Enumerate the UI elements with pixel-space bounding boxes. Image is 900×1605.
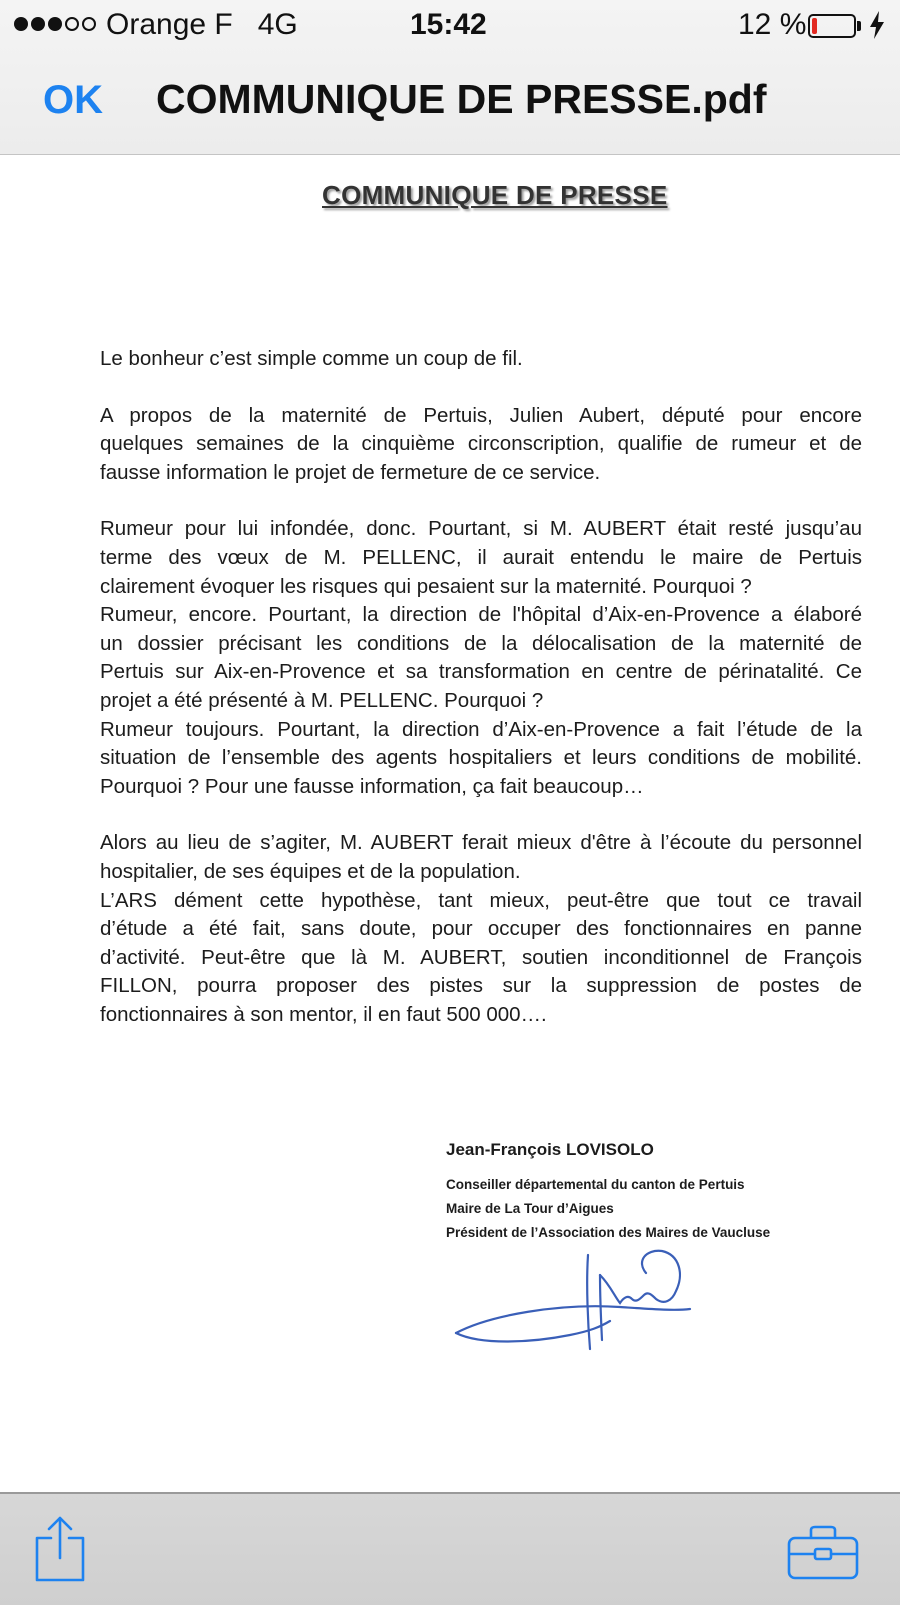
text-line: A propos de la maternité de Pertuis, Julien Aubert, député pour encore (100, 403, 862, 427)
paragraph (100, 345, 862, 374)
text-line: quelques semaines de la cinquième circonscription, qualifie de rumeur et de (100, 432, 862, 456)
ok-button[interactable]: OK (43, 78, 103, 122)
text-line: fausse information le projet de fermeture de ce service. (100, 460, 601, 484)
network-type: 4G (257, 8, 298, 41)
signature-block (446, 1140, 866, 1245)
text-line: fonctionnaires à son mentor, il en faut 500 000…. (100, 1002, 547, 1026)
status-time: 15:42 (410, 8, 487, 41)
signal-strength-icon (14, 17, 96, 31)
text-line: Pourquoi ? Pour une fausse information, ça fait beaucoup… (100, 774, 644, 798)
text-line: Le bonheur c’est simple comme un coup de fil. (100, 347, 523, 370)
document-title: COMMUNIQUE DE PRESSE.pdf (156, 76, 767, 122)
text-line: Rumeur pour lui infondée, donc. Pourtant, si M. AUBERT était resté jusqu’au (100, 517, 862, 541)
top-bar (0, 0, 900, 155)
text-line: d’activité. Peut-être que là M. AUBERT, soutien inconditionnel de François (100, 945, 862, 969)
charging-bolt-icon (867, 10, 887, 40)
status-bar (0, 0, 900, 52)
text-line: FILLON, pourra proposer des pistes sur la suppression de postes de (100, 974, 862, 998)
handwritten-signature (450, 1245, 700, 1355)
pdf-page[interactable] (0, 155, 900, 1490)
text-line: clairement évoquer les risques qui pesaient sur la maternité. Pourquoi ? (100, 574, 752, 598)
text-line: Rumeur, encore. Pourtant, la direction de l'hôpital d’Aix-en-Provence a élaboré (100, 603, 862, 627)
text-line: Alors au lieu de s’agiter, M. AUBERT ferait mieux d'être à l’écoute du personnel (100, 831, 862, 855)
signatory-role: Président de l’Association des Maires de Vaucluse (446, 1225, 771, 1240)
signatory-role: Conseiller départemental du canton de Pertuis (446, 1177, 745, 1192)
signatory-role: Maire de La Tour d’Aigues (446, 1201, 614, 1216)
carrier-label (106, 8, 298, 42)
text-line: d’étude a été fait, sans doute, pour occuper des fonctionnaires en panne (100, 917, 862, 941)
paragraph (100, 402, 862, 488)
text-line: hospitalier, de ses équipes et de la population. (100, 859, 521, 883)
battery-level-fill (812, 18, 817, 34)
toolbox-icon[interactable] (785, 1524, 861, 1582)
text-line: projet a été présenté à M. PELLENC. Pourquoi ? (100, 688, 544, 712)
text-line: L’ARS dément cette hypothèse, tant mieux, peut-être que tout ce travail (100, 888, 862, 912)
battery-tip (857, 21, 861, 31)
text-line: un dossier précisant les conditions de la délocalisation de la maternité de (100, 631, 862, 655)
text-line: Pertuis sur Aix-en-Provence et sa transformation en centre de périnatalité. Ce (100, 660, 862, 684)
document-body (100, 345, 862, 1057)
text-line: Rumeur toujours. Pourtant, la direction d’Aix-en-Provence a fait l’étude de la (100, 717, 862, 741)
battery-percent: 12 % (738, 8, 807, 41)
text-line: situation de l’ensemble des agents hospitaliers et leurs conditions de mobilité. (100, 746, 862, 770)
document-heading: COMMUNIQUE DE PRESSE (322, 180, 668, 210)
navigation-bar (0, 60, 900, 154)
battery-icon (808, 14, 856, 38)
share-icon[interactable] (32, 1514, 88, 1584)
text-line: terme des vœux de M. PELLENC, il aurait entendu le maire de Pertuis (100, 545, 862, 569)
paragraph (100, 829, 862, 1029)
paragraph (100, 515, 862, 801)
signatory-name: Jean-François LOVISOLO (446, 1140, 654, 1159)
carrier-name: Orange F (106, 8, 233, 41)
bottom-toolbar (0, 1492, 900, 1605)
